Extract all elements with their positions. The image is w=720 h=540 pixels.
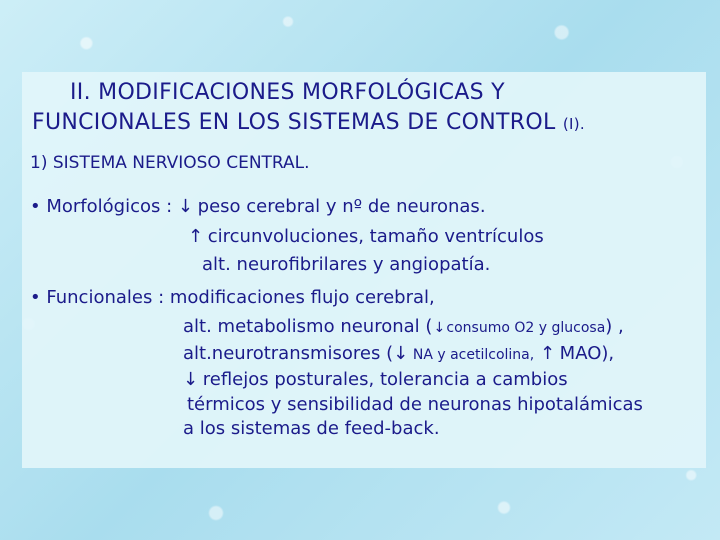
arrow-down-icon: ↓ <box>433 320 446 336</box>
funcionales-item-6: a los sistemas de feed-back. <box>183 418 440 439</box>
title-line-2 <box>32 110 585 135</box>
morfologicos-item-3: alt. neurofibrilares y angiopatía. <box>202 254 491 275</box>
morfologicos-line-1 <box>30 196 486 217</box>
title-line-1: II. MODIFICACIONES MORFOLÓGICAS Y <box>70 80 505 105</box>
morfologicos-line-2 <box>188 226 544 247</box>
bullet: • <box>30 196 41 217</box>
funcionales-item-5: térmicos y sensibilidad de neuronas hipotalámicas <box>187 394 643 415</box>
funcionales-item-2-main: alt. metabolismo neuronal ( <box>183 316 433 337</box>
arrow-down-icon: ↓ <box>183 369 199 390</box>
funcionales-line-1 <box>30 287 435 308</box>
funcionales-item-2-small: consumo O2 y glucosa <box>446 320 606 336</box>
funcionales-line-3 <box>183 343 614 364</box>
morfologicos-item-2: circunvoluciones, tamaño ventrículos <box>207 226 544 247</box>
title-main: FUNCIONALES EN LOS SISTEMAS DE CONTROL <box>32 110 556 135</box>
funcionales-item-1: modificaciones flujo cerebral, <box>169 287 435 308</box>
title-suffix: (I). <box>562 115 585 133</box>
funcionales-item-3-b: MAO), <box>559 343 615 364</box>
arrow-down-icon: ↓ <box>177 196 193 217</box>
funcionales-line-2 <box>183 316 624 337</box>
funcionales-label: Funcionales : <box>46 287 165 308</box>
section-heading: 1) SISTEMA NERVIOSO CENTRAL. <box>30 153 310 173</box>
arrow-down-icon: ↓ <box>393 343 409 364</box>
morfologicos-label: Morfológicos : <box>46 196 173 217</box>
bullet: • <box>30 287 41 308</box>
funcionales-item-3-a: NA y acetilcolina, <box>412 347 535 363</box>
funcionales-line-4 <box>183 369 568 390</box>
arrow-up-icon: ↑ <box>188 226 204 247</box>
arrow-up-icon: ↑ <box>539 343 556 364</box>
funcionales-item-4: reflejos posturales, tolerancia a cambios <box>202 369 568 390</box>
morfologicos-item-1: peso cerebral y nº de neuronas. <box>197 196 486 217</box>
funcionales-item-2-end: ) , <box>605 316 624 337</box>
funcionales-item-3-start: alt.neurotransmisores ( <box>183 343 394 364</box>
